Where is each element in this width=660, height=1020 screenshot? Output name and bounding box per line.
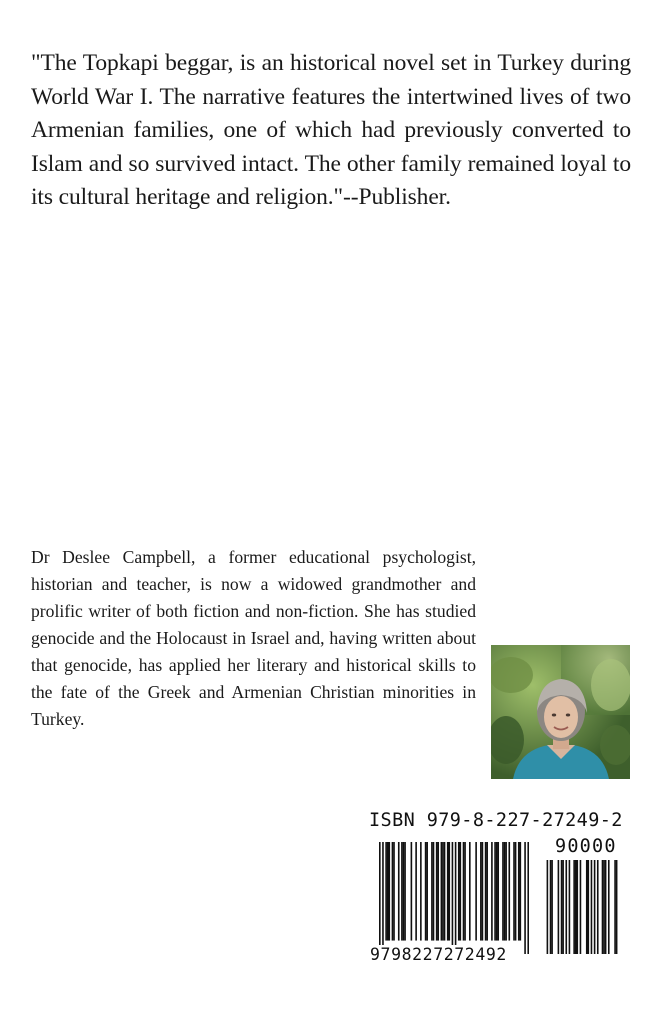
barcode-bar — [437, 842, 439, 941]
barcode-bar — [508, 842, 510, 941]
barcode-bar — [441, 842, 443, 941]
barcode-bar — [403, 842, 405, 941]
barcode-bar — [515, 842, 517, 941]
barcode-bar — [518, 842, 520, 941]
barcode-bar — [411, 842, 413, 941]
barcode-bar — [393, 842, 395, 941]
barcode-bar — [608, 860, 610, 954]
author-photo-drawing — [491, 645, 630, 779]
barcode-bar — [458, 842, 460, 941]
addon-barcode — [545, 860, 619, 954]
barcode-bar — [616, 860, 618, 954]
barcode-bar — [565, 860, 567, 954]
barcode-bar — [513, 842, 515, 941]
barcode-bar — [597, 860, 599, 954]
barcode-bar — [431, 842, 433, 941]
barcode-bar — [580, 860, 582, 954]
author-photo — [491, 645, 630, 779]
barcode-bar — [605, 860, 607, 954]
barcode-bar — [387, 842, 389, 941]
barcode-bar — [558, 860, 560, 954]
barcode-bar — [594, 860, 596, 954]
barcode-bar — [588, 860, 590, 954]
barcode-bar — [442, 842, 444, 941]
barcode-bar — [460, 842, 462, 941]
barcode-bar — [436, 842, 438, 941]
barcode-bar — [505, 842, 507, 941]
barcode-bar — [392, 842, 394, 941]
barcode-bar — [497, 842, 499, 941]
barcode-bar — [448, 842, 450, 941]
barcode-bar — [494, 842, 496, 941]
ean-digits: 9798227272492 — [370, 945, 507, 964]
barcode-bar — [486, 842, 488, 941]
barcode-bar — [379, 842, 381, 954]
barcode-bar — [569, 860, 571, 954]
isbn-label: ISBN 979-8-227-27249-2 — [369, 810, 623, 831]
barcode-bar — [561, 860, 563, 954]
barcode-bar — [586, 860, 588, 954]
barcode-bar — [576, 860, 578, 954]
barcode-bar — [444, 842, 446, 941]
barcode-bar — [575, 860, 577, 954]
barcode-bar — [447, 842, 449, 941]
barcode-bar — [527, 842, 529, 954]
barcode-bar — [385, 842, 387, 941]
barcode-bar — [480, 842, 482, 941]
barcode-bar — [502, 842, 504, 941]
barcode-bar — [452, 842, 454, 954]
barcode-bar — [382, 842, 384, 954]
barcode-bar — [420, 842, 422, 941]
barcode-bar — [591, 860, 593, 954]
barcode-bar — [562, 860, 564, 954]
barcode-bar — [550, 860, 552, 954]
barcode-bar — [603, 860, 605, 954]
barcode-bar — [602, 860, 604, 954]
barcode-bar — [425, 842, 427, 941]
barcode-bar — [482, 842, 484, 941]
barcode-bar — [401, 842, 403, 941]
barcode-bar — [547, 860, 549, 954]
barcode-bar — [404, 842, 406, 941]
addon-digits: 90000 — [555, 836, 617, 857]
barcode-bar — [551, 860, 553, 954]
barcode-bar — [426, 842, 428, 941]
barcode-bar — [520, 842, 522, 941]
barcode-bar — [496, 842, 498, 941]
barcode-bar — [475, 842, 477, 941]
barcode-bar — [464, 842, 466, 941]
barcode-bar — [455, 842, 457, 954]
barcode-bar — [573, 860, 575, 954]
barcode-bar — [433, 842, 435, 941]
ean-barcode — [379, 842, 529, 954]
barcode-bar — [614, 860, 616, 954]
barcode-bar — [524, 842, 526, 954]
barcode-bar — [415, 842, 417, 941]
barcode-bar — [463, 842, 465, 941]
author-bio: Dr Deslee Campbell, a former educational psychologist, historian and teacher, is now a widowed grandmother and prolific writer of both fiction and non-fiction. She has studied genocide and the Holocaust in Israel and, having written about that genocide, has applied her literary and historical skills to the fate of the Greek and Armenian Christian minorities in Turkey. — [31, 547, 476, 729]
barcode-bar — [388, 842, 390, 941]
book-blurb: "The Topkapi beggar, is an historical novel set in Turkey during World War I. The narrative features the intertwined lives of two Armenian families, one of which had previously converted to Islam and so survived intact. The other family remained loyal to its cultural heritage and religion."--Publisher. — [31, 50, 631, 210]
barcode-bar — [491, 842, 493, 941]
barcode-bar — [485, 842, 487, 941]
barcode-bar — [469, 842, 471, 941]
barcode-bar — [504, 842, 506, 941]
barcode-bar — [398, 842, 400, 941]
